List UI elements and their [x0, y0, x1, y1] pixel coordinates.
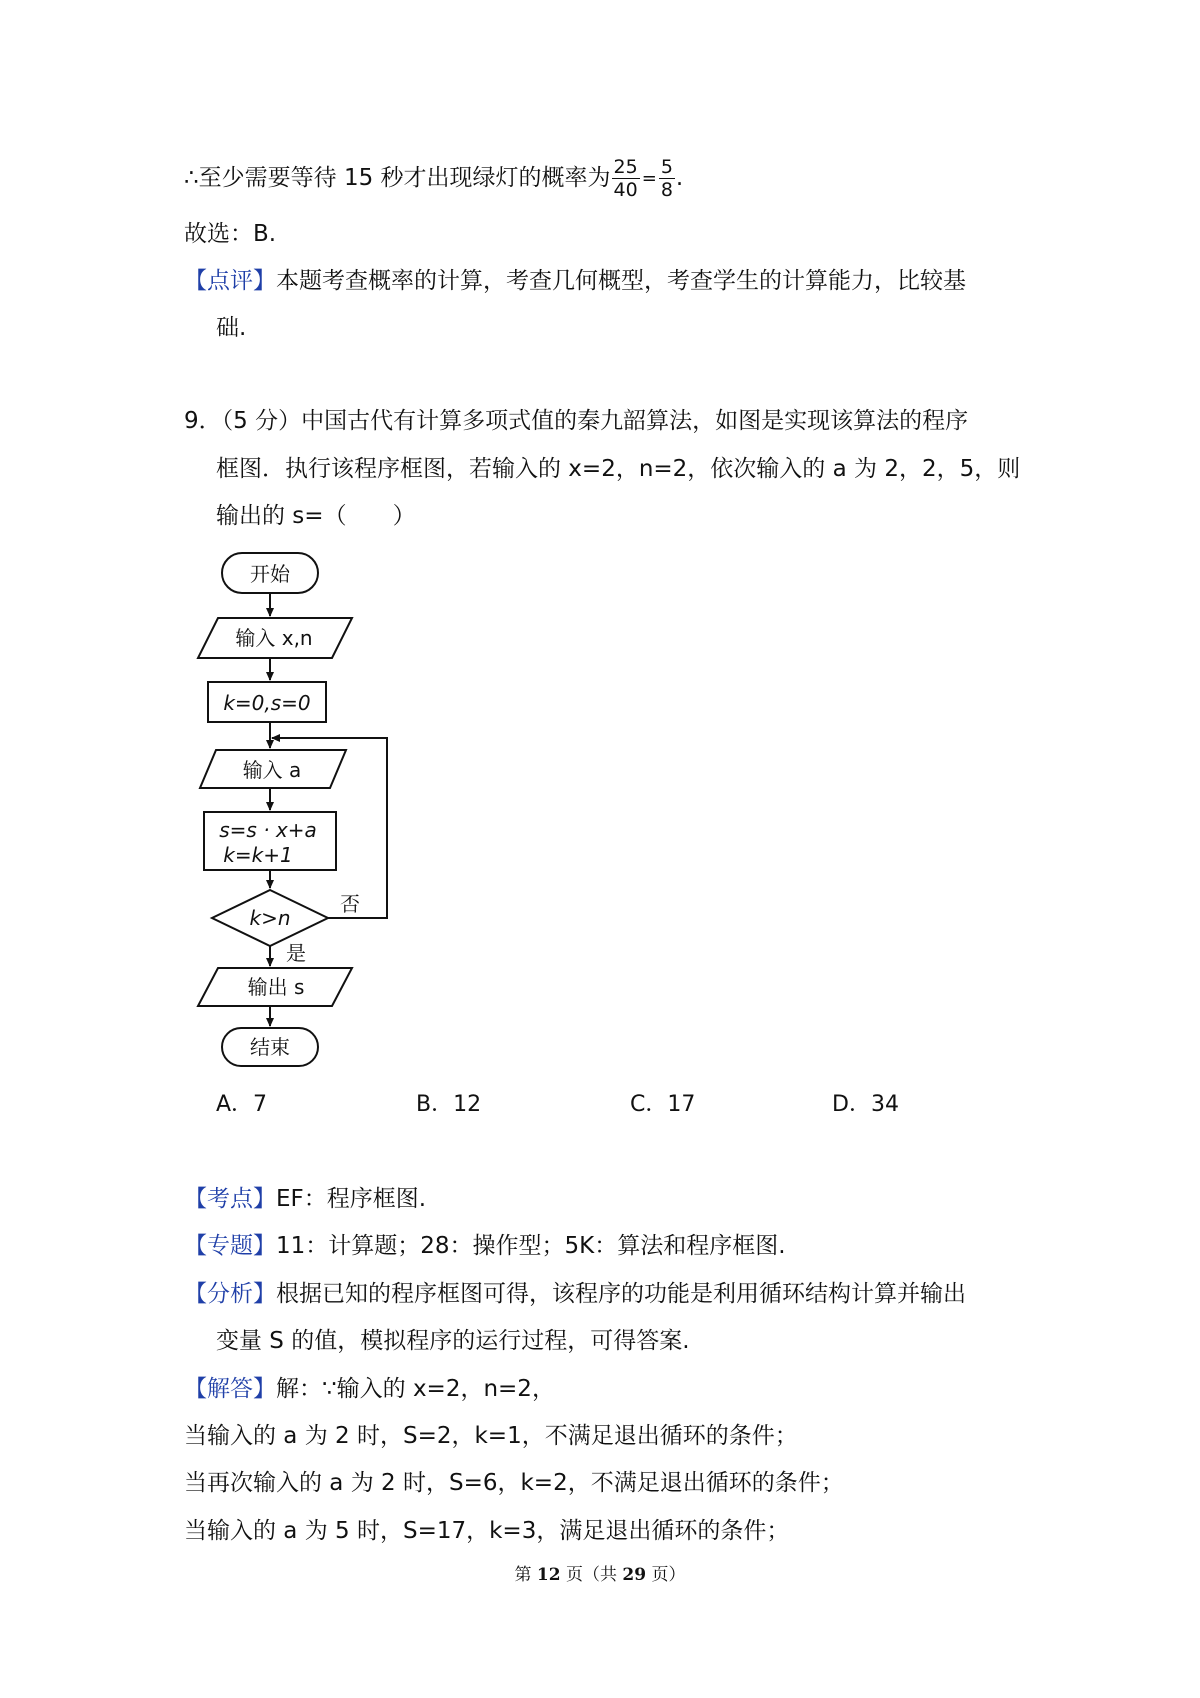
update-label-1: s=s · x+a — [219, 818, 317, 842]
kaodian-line — [184, 1183, 426, 1215]
step-line-1: 当输入的 a 为 2 时，S=2，k=1，不满足退出循环的条件； — [184, 1423, 798, 1449]
update-label-2: k=k+1 — [223, 843, 293, 867]
option-c: C．17 — [630, 1092, 696, 1117]
yes-branch-label: 是 — [286, 941, 306, 965]
question-line-1: 9．（5 分）中国古代有计算多项式值的秦九韶算法，如图是实现该算法的程序 — [184, 408, 969, 434]
option-b: B．12 — [416, 1092, 482, 1117]
answer-line: 故选：B. — [184, 221, 277, 247]
zhuanti-tag: 【专题】 — [184, 1233, 276, 1259]
start-label: 开始 — [250, 562, 290, 586]
jieda-tag: 【解答】 — [184, 1376, 276, 1402]
footer-pre: 第 — [514, 1565, 537, 1585]
page-footer — [0, 1560, 1200, 1585]
period: . — [675, 165, 684, 191]
input-a-label: 输入 a — [242, 758, 302, 782]
zhuanti-line — [184, 1230, 786, 1262]
equals-sign: = — [641, 167, 657, 189]
option-a: A．7 — [216, 1092, 268, 1117]
output-s-label: 输出 s — [247, 975, 305, 999]
fraction-5-8: $\frac{5}{8}$ — [660, 156, 673, 201]
fraction-25-40: $\frac{25}{40}$ — [613, 156, 638, 201]
conclusion-prefix: ∴至少需要等待 15 秒才出现绿灯的概率为 — [184, 165, 611, 191]
program-flowchart — [180, 548, 420, 1068]
comment-tag: 【点评】 — [184, 268, 276, 294]
total-pages: 29 — [622, 1565, 647, 1585]
comment-line-2: 础. — [216, 315, 247, 341]
question-line-2: 框图．执行该程序框图，若输入的 x=2，n=2，依次输入的 a 为 2，2，5，则 — [216, 456, 1021, 482]
jieda-line — [184, 1373, 555, 1405]
step-line-2: 当再次输入的 a 为 2 时，S=6，k=2，不满足退出循环的条件； — [184, 1470, 844, 1496]
init-label: k=0,s=0 — [223, 691, 311, 715]
no-branch-label: 否 — [340, 892, 360, 916]
condition-label: k>n — [249, 906, 291, 930]
kaodian-tag: 【考点】 — [184, 1186, 276, 1212]
kaodian-text: EF：程序框图. — [276, 1186, 427, 1212]
comment-text: 本题考查概率的计算，考查几何概型，考查学生的计算能力，比较基 — [276, 268, 966, 294]
input-xn-label: 输入 x,n — [235, 626, 313, 650]
jieda-text: 解：∵输入的 x=2，n=2， — [276, 1376, 555, 1402]
fenxi-line — [184, 1278, 966, 1310]
option-d: D．34 — [832, 1092, 899, 1117]
fenxi-text: 根据已知的程序框图可得，该程序的功能是利用循环结构计算并输出 — [276, 1281, 966, 1307]
footer-mid: 页（共 — [560, 1565, 623, 1585]
page-number: 12 — [536, 1565, 561, 1585]
footer-post: 页） — [646, 1565, 686, 1585]
end-label: 结束 — [250, 1035, 290, 1059]
question-line-3: 输出的 s=（ ） — [216, 503, 416, 529]
step-line-3: 当输入的 a 为 5 时，S=17，k=3，满足退出循环的条件； — [184, 1518, 790, 1544]
conclusion-line — [184, 156, 683, 201]
fenxi-tag: 【分析】 — [184, 1281, 276, 1307]
comment-line — [184, 265, 966, 297]
zhuanti-text: 11：计算题；28：操作型；5K：算法和程序框图. — [276, 1233, 786, 1259]
fenxi-line-2: 变量 S 的值，模拟程序的运行过程，可得答案. — [216, 1328, 690, 1354]
